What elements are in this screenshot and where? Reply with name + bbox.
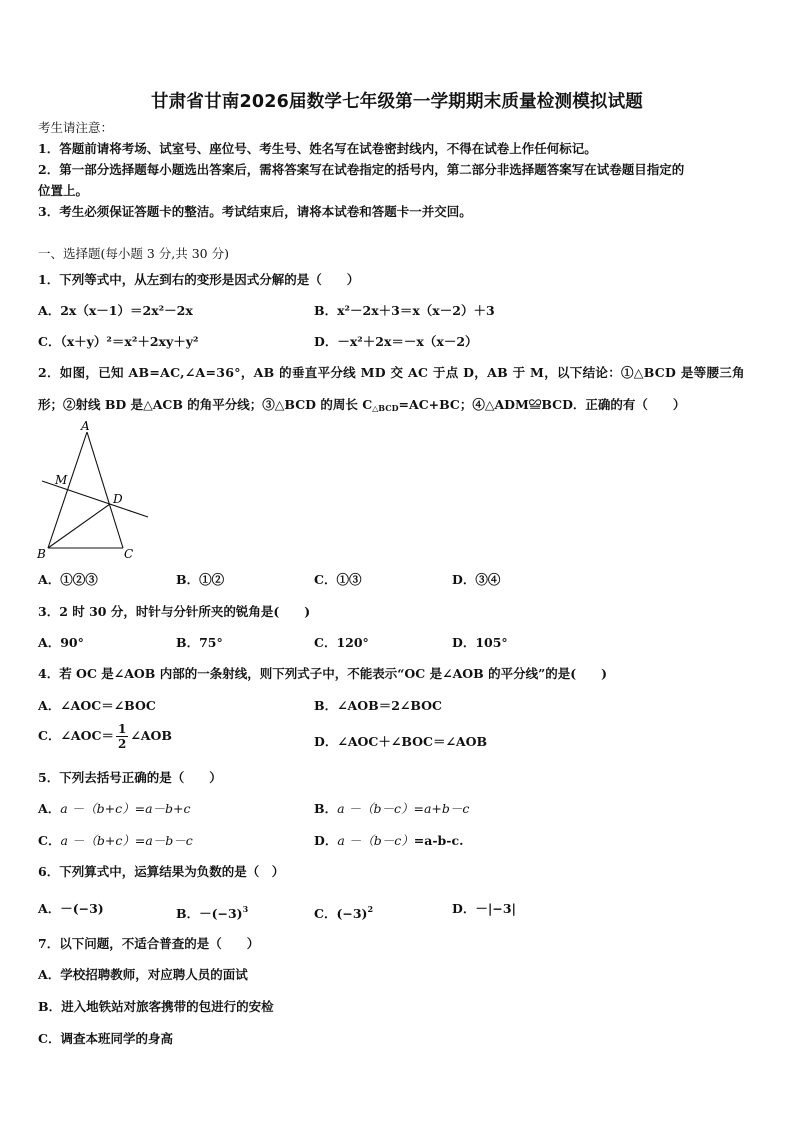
- q2-stem-line2: 形；②射线 BD 是△ACB 的角平分线；③△BCD 的周长 $C_{\triangle BCD}=AC+BC$；④△ADM≌BCD．正确的有（ ）: [38, 397, 686, 413]
- q3-option-b: B．75°: [176, 635, 223, 650]
- notice-item-1: 1．答题前请将考场、试室号、座位号、考生号、姓名写在试卷密封线内，不得在试卷上作任何标记。: [38, 141, 597, 156]
- q6-option-c: C．$(-3)^2$: [314, 904, 374, 921]
- q4-option-b: B．∠AOB＝2∠BOC: [314, 698, 442, 713]
- triangle-figure: [30, 418, 160, 563]
- q6-option-d: D．－|−3|: [452, 901, 517, 916]
- q3-option-d: D．105°: [452, 635, 508, 650]
- notice-item-2-cont: 位置上。: [38, 183, 89, 198]
- segment-ac: [87, 432, 123, 548]
- notice-item-3: 3．考生必须保证答题卡的整洁。考试结束后，请将本试卷和答题卡一并交回。: [38, 204, 472, 219]
- q4-stem: 4．若 OC 是∠AOB 内部的一条射线，则下列式子中，不能表示“OC 是∠AOB 的平分线”的是( ): [38, 666, 608, 681]
- label-d: D: [113, 492, 123, 506]
- q7-option-c: C．调查本班同学的身高: [38, 1031, 173, 1046]
- q1-option-b: B．x²－2x＋3＝x（x－2）＋3: [314, 303, 495, 318]
- q2-option-d: D．③④: [452, 572, 501, 587]
- q5-option-c: C．a －（b+c）=a－b－c: [38, 833, 193, 848]
- q4-option-d: D．∠AOC＋∠BOC＝∠AOB: [314, 734, 488, 749]
- q5-stem: 5．下列去括号正确的是（ ）: [38, 770, 222, 785]
- q1-option-d: D．－x²＋2x＝－x（x－2）: [314, 334, 478, 349]
- q5-option-b: B．a －（b－c）=a+b－c: [314, 801, 470, 816]
- label-c: C: [124, 547, 134, 561]
- segment-bd: [48, 504, 110, 548]
- q7-option-b: B．进入地铁站对旅客携带的包进行的安检: [38, 999, 274, 1014]
- q1-stem: 1．下列等式中，从左到右的变形是因式分解的是（ ）: [38, 272, 360, 287]
- q1-option-c: C．（x＋y）²＝x²＋2xy＋y²: [38, 334, 199, 349]
- fraction-half: $\frac{1}{2}$: [117, 722, 127, 751]
- exam-title: 甘肃省甘南2026届数学七年级第一学期期末质量检测模拟试题: [150, 92, 643, 112]
- q5-option-d: D．a －（b－c）=a-b-c.: [314, 833, 464, 848]
- q6-option-b: B．$-(-3)^3$: [176, 904, 249, 921]
- q2-option-b: B．①②: [176, 572, 225, 587]
- q1-option-a: A．2x（x－1）＝2x²－2x: [38, 303, 193, 318]
- q2-option-c: C．①③: [314, 572, 362, 587]
- q7-stem: 7．以下问题，不适合普查的是（ ）: [38, 936, 260, 951]
- q5-option-a: A．a －（b+c）=a－b+c: [38, 801, 191, 816]
- q7-option-a: A．学校招聘教师，对应聘人员的面试: [38, 967, 248, 982]
- section-heading: 一、选择题(每小题 3 分,共 30 分): [38, 246, 229, 261]
- label-b: B: [37, 547, 46, 561]
- q6-stem: 6．下列算式中，运算结果为负数的是（ ）: [38, 864, 285, 879]
- q4-option-c: C．∠AOC＝ $\frac{1}{2}$ ∠AOB: [38, 722, 172, 751]
- q2-stem-line1: 2．如图，已知 AB=AC,∠A=36°，AB 的垂直平分线 MD 交 AC 于点 D，AB 于 M，以下结论：①△BCD 是等腰三角: [38, 365, 745, 380]
- q2-option-a: A．①②③: [38, 572, 98, 587]
- q4-option-a: A．∠AOC＝∠BOC: [38, 698, 156, 713]
- q6-option-a: A．－(−3): [38, 901, 104, 916]
- notice-heading: 考生请注意：: [38, 120, 114, 135]
- label-a: A: [81, 419, 90, 433]
- notice-item-2: 2．第一部分选择题每小题选出答案后，需将答案写在试卷指定的括号内，第二部分非选择题答案写在试卷题目指定的: [38, 162, 685, 177]
- q3-option-c: C．120°: [314, 635, 369, 650]
- q3-stem: 3．2 时 30 分，时针与分针所夹的锐角是( ): [38, 604, 311, 619]
- q3-option-a: A．90°: [38, 635, 84, 650]
- label-m: M: [55, 473, 68, 487]
